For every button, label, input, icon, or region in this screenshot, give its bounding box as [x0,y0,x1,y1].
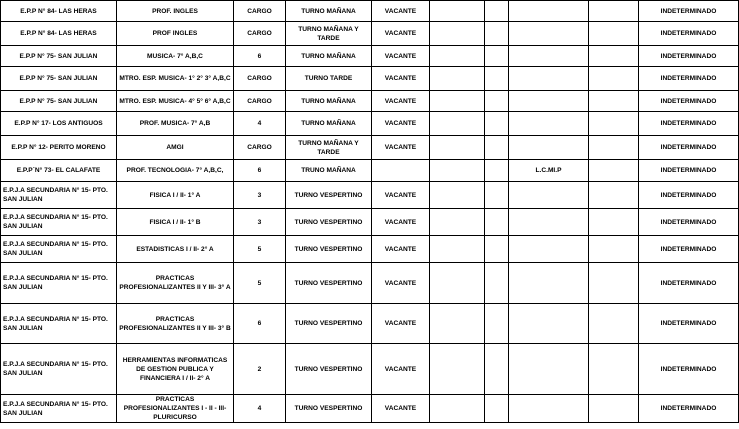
blank-cell [485,46,509,67]
table-row [1,395,739,423]
table-row [1,344,739,395]
extra-cell-2 [509,91,589,112]
school-cell: E.P.P´N° 73- EL CALAFATE [1,160,117,182]
status-cell: VACANTE [372,136,430,160]
table-row [1,209,739,236]
duration-cell: INDETERMINADO [639,91,739,112]
duration-cell: INDETERMINADO [639,395,739,423]
hours-cell: CARGO [234,91,286,112]
subject-cell: MUSICA- 7° A,B,C [117,46,234,67]
subject-cell: PROF. TECNOLOGIA- 7° A,B,C, [117,160,234,182]
shift-cell: TURNO VESPERTINO [286,236,372,263]
status-cell: VACANTE [372,236,430,263]
table-row [1,22,739,46]
table-row [1,67,739,91]
hours-cell: 4 [234,395,286,423]
extra-cell-1 [430,22,485,46]
table-row [1,160,739,182]
shift-cell: TURNO MAÑANA Y TARDE [286,22,372,46]
subject-cell: MTRO. ESP. MUSICA- 1° 2° 3° A,B,C [117,67,234,91]
hours-cell: 4 [234,112,286,136]
school-cell: E.P.P N° 84- LAS HERAS [1,1,117,22]
blank-cell [485,91,509,112]
school-cell: E.P.J.A SECUNDARIA N° 15- PTO. SAN JULIAN [1,344,117,395]
extra-cell-3 [589,263,639,304]
hours-cell: 6 [234,160,286,182]
extra-cell-1 [430,344,485,395]
duration-cell: INDETERMINADO [639,1,739,22]
status-cell: VACANTE [372,112,430,136]
hours-cell: 5 [234,263,286,304]
blank-cell [485,112,509,136]
extra-cell-3 [589,22,639,46]
shift-cell: TURNO VESPERTINO [286,182,372,209]
extra-cell-3 [589,136,639,160]
hours-cell: 5 [234,236,286,263]
blank-cell [485,136,509,160]
shift-cell: TURNO VESPERTINO [286,344,372,395]
extra-cell-3 [589,112,639,136]
school-cell: E.P.P N° 17- LOS ANTIGUOS [1,112,117,136]
hours-cell: CARGO [234,67,286,91]
extra-cell-2 [509,136,589,160]
school-cell: E.P.P N° 84- LAS HERAS [1,22,117,46]
school-cell: E.P.P N° 75- SAN JULIAN [1,91,117,112]
extra-cell-2 [509,209,589,236]
extra-cell-2 [509,1,589,22]
blank-cell [485,236,509,263]
status-cell: VACANTE [372,46,430,67]
duration-cell: INDETERMINADO [639,209,739,236]
table-row [1,91,739,112]
subject-cell: FISICA I / II- 1° A [117,182,234,209]
blank-cell [485,160,509,182]
school-cell: E.P.J.A SECUNDARIA N° 15- PTO. SAN JULIAN [1,263,117,304]
shift-cell: TURNO MAÑANA [286,112,372,136]
shift-cell: TURNO VESPERTINO [286,263,372,304]
extra-cell-1 [430,209,485,236]
subject-cell: HERRAMIENTAS INFORMATICAS DE GESTION PUBLICA Y FINANCIERA I / II- 2° A [117,344,234,395]
subject-cell: MTRO. ESP. MUSICA- 4° 5° 6° A,B,C [117,91,234,112]
extra-cell-3 [589,46,639,67]
shift-cell: TURNO VESPERTINO [286,209,372,236]
extra-cell-2 [509,22,589,46]
extra-cell-2 [509,395,589,423]
subject-cell: PRACTICAS PROFESIONALIZANTES II Y III- 3° A [117,263,234,304]
duration-cell: INDETERMINADO [639,182,739,209]
duration-cell: INDETERMINADO [639,160,739,182]
status-cell: VACANTE [372,304,430,344]
duration-cell: INDETERMINADO [639,236,739,263]
extra-cell-2 [509,46,589,67]
shift-cell: TURNO MAÑANA [286,91,372,112]
hours-cell: CARGO [234,1,286,22]
blank-cell [485,344,509,395]
blank-cell [485,22,509,46]
extra-cell-1 [430,136,485,160]
blank-cell [485,67,509,91]
duration-cell: INDETERMINADO [639,46,739,67]
extra-cell-2 [509,182,589,209]
extra-cell-2 [509,344,589,395]
table-row [1,182,739,209]
hours-cell: 6 [234,46,286,67]
status-cell: VACANTE [372,209,430,236]
extra-cell-1 [430,236,485,263]
extra-cell-1 [430,160,485,182]
blank-cell [485,209,509,236]
extra-cell-1 [430,112,485,136]
duration-cell: INDETERMINADO [639,67,739,91]
extra-cell-2 [509,304,589,344]
status-cell: VACANTE [372,1,430,22]
blank-cell [485,263,509,304]
school-cell: E.P.J.A SECUNDARIA N° 15- PTO. SAN JULIAN [1,209,117,236]
status-cell: VACANTE [372,67,430,91]
extra-cell-1 [430,91,485,112]
extra-cell-1 [430,304,485,344]
subject-cell: FISICA I / II- 1° B [117,209,234,236]
extra-cell-2 [509,263,589,304]
duration-cell: INDETERMINADO [639,22,739,46]
blank-cell [485,395,509,423]
extra-cell-3 [589,182,639,209]
subject-cell: PROF. MUSICA- 7° A,B [117,112,234,136]
shift-cell: TURNO VESPERTINO [286,304,372,344]
blank-cell [485,182,509,209]
duration-cell: INDETERMINADO [639,112,739,136]
school-cell: E.P.P N° 12- PERITO MORENO [1,136,117,160]
blank-cell [485,1,509,22]
status-cell: VACANTE [372,182,430,209]
school-cell: E.P.J.A SECUNDARIA N° 15- PTO. SAN JULIAN [1,236,117,263]
extra-cell-3 [589,160,639,182]
extra-cell-2 [509,236,589,263]
status-cell: VACANTE [372,344,430,395]
table-row [1,112,739,136]
status-cell: VACANTE [372,22,430,46]
school-cell: E.P.J.A SECUNDARIA N° 15- PTO. SAN JULIAN [1,395,117,423]
table-row [1,136,739,160]
school-cell: E.P.P N° 75- SAN JULIAN [1,46,117,67]
extra-cell-1 [430,182,485,209]
subject-cell: ESTADISTICAS I / II- 2° A [117,236,234,263]
extra-cell-1 [430,67,485,91]
shift-cell: TURNO TARDE [286,67,372,91]
school-cell: E.P.J.A SECUNDARIA N° 15- PTO. SAN JULIAN [1,304,117,344]
extra-cell-3 [589,344,639,395]
extra-cell-1 [430,263,485,304]
extra-cell-2: L.C.MI.P [509,160,589,182]
blank-cell [485,304,509,344]
shift-cell: TURNO MAÑANA [286,46,372,67]
shift-cell: TURNO VESPERTINO [286,395,372,423]
extra-cell-3 [589,304,639,344]
hours-cell: 2 [234,344,286,395]
school-cell: E.P.P N° 75- SAN JULIAN [1,67,117,91]
subject-cell: AMGI [117,136,234,160]
table-row [1,263,739,304]
extra-cell-3 [589,67,639,91]
extra-cell-2 [509,67,589,91]
table-row [1,46,739,67]
hours-cell: 6 [234,304,286,344]
status-cell: VACANTE [372,395,430,423]
extra-cell-1 [430,1,485,22]
hours-cell: 3 [234,209,286,236]
shift-cell: TURNO MAÑANA Y TARDE [286,136,372,160]
extra-cell-3 [589,1,639,22]
duration-cell: INDETERMINADO [639,304,739,344]
subject-cell: PROF INGLES [117,22,234,46]
table-row [1,304,739,344]
hours-cell: 3 [234,182,286,209]
extra-cell-1 [430,395,485,423]
extra-cell-1 [430,46,485,67]
table-body [1,1,739,423]
duration-cell: INDETERMINADO [639,344,739,395]
status-cell [372,160,430,182]
extra-cell-3 [589,236,639,263]
subject-cell: PRACTICAS PROFESIONALIZANTES I - II - III- PLURICURSO [117,395,234,423]
duration-cell: INDETERMINADO [639,136,739,160]
hours-cell: CARGO [234,136,286,160]
table-row [1,236,739,263]
subject-cell: PROF. INGLES [117,1,234,22]
extra-cell-3 [589,91,639,112]
shift-cell: TRUNO MAÑANA [286,160,372,182]
subject-cell: PRACTICAS PROFESIONALIZANTES II Y III- 3° B [117,304,234,344]
status-cell: VACANTE [372,91,430,112]
table-row [1,1,739,22]
extra-cell-3 [589,209,639,236]
shift-cell: TURNO MAÑANA [286,1,372,22]
extra-cell-2 [509,112,589,136]
duration-cell: INDETERMINADO [639,263,739,304]
extra-cell-3 [589,395,639,423]
status-cell: VACANTE [372,263,430,304]
hours-cell: CARGO [234,22,286,46]
school-cell: E.P.J.A SECUNDARIA N° 15- PTO. SAN JULIAN [1,182,117,209]
